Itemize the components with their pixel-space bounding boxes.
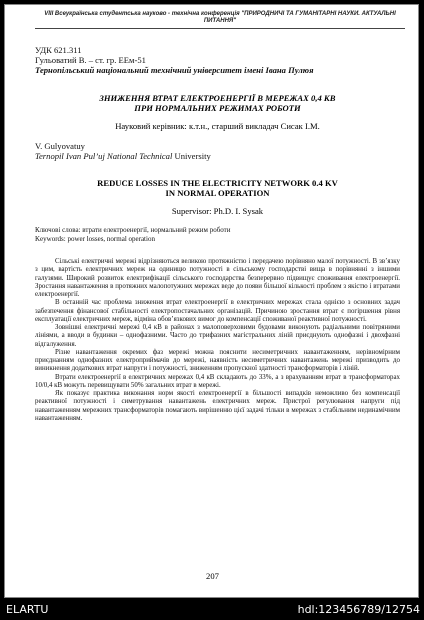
viewer-footer [0, 600, 424, 620]
body-text [35, 258, 400, 423]
paragraph: Як показує практика виконання норм якості електроенергії в більшості випадків неможливо без компенсації реактивної потужності і симетрування навантажень електричних мереж. Пристрої регулювання напруги під навантаженням мережних трансформаторів помагають вирішенню цієї задачі тільки в мережах з стабільним нединамічним навантаженням. [35, 390, 400, 422]
affiliation-en-italic: Ternopil Ivan Pul’uj National Technical [35, 151, 173, 161]
paragraph: Зовнішні електричні мережі 0,4 кВ в районах з малоповерховими будовами виконують радіальними повітряними лініями, а вводи в будинки – однофазними. Часто до трифазних магістральних ліній приєднують однофазні і двохфазні відгалуження. [35, 324, 400, 348]
keywords-ua: Ключові слова: втрати електроенергії, нормальний режим роботи [35, 226, 231, 234]
title-ua-line2: ПРИ НОРМАЛЬНИХ РЕЖИМАХ РОБОТИ [134, 103, 301, 113]
affiliation-en-plain: University [172, 151, 211, 161]
supervisor-en: Supervisor: Ph.D. I. Sysak [171, 206, 264, 216]
paper-page [4, 4, 419, 598]
page-number: 207 [206, 571, 219, 581]
author-en: V. Gulyovatuy [35, 141, 85, 151]
paragraph: Втрати електроенергії в електричних мережах 0,4 кВ складають до 33%, а з врахуванням втрат в трансформаторах 10/0,4 кВ можуть перевищувати 50% загальних втрат в мережі. [35, 373, 400, 389]
udc-code: УДК 621.311 [35, 45, 82, 55]
title-en-line2: IN NORMAL OPERATION [165, 188, 270, 198]
conference-header: VIII Всеукраїнська студентська науково - технічна конференція "ПРИРОДНИЧІ ТА ГУМАНІТАРНІ НАУКИ. АКТУАЛЬНІ ПИТАННЯ" [35, 11, 405, 29]
affiliation-ua: Тернопільський національний технічний університет імені Івана Пулюя [35, 65, 314, 75]
paragraph: Різне навантаження окремих фаз мережі можна пояснити несиметричних навантаженням, нерівномірним приєднанням однофазних електроприймачів до мережі, наявність несиметричних навантажень мережі призводить до виникнення додаткових втрат напруги і потужності, зниженням пропускної здатності трансформаторів і ліній. [35, 348, 400, 373]
paragraph: В останній час проблема зниження втрат електроенергії в електричних мережах стала однією з основних задач забезпечення фінансової стабільності електропостачальних організацій. Причиною зростання втрат є погіршення рівня експлуатації електричних мереж, відміна обов’язкових вимог до компенсації споживаної реактивної потужності. [35, 299, 400, 323]
keywords-en: Keywords: power losses, normal operation [35, 235, 155, 243]
author-ua: Гульоватий В. – ст. гр. ЕЕм-51 [35, 55, 146, 65]
title-en-line1: REDUCE LOSSES IN THE ELECTRICITY NETWORK 0.4 KV [97, 178, 338, 188]
supervisor-ua: Науковий керівник: к.т.н., старший викладач Сисак І.М. [115, 121, 320, 131]
repository-name: ELARTU [6, 603, 49, 616]
title-ua-line1: ЗНИЖЕННЯ ВТРАТ ЕЛЕКТРОЕНЕРГІЇ В МЕРЕЖАХ 0,4 КВ [99, 93, 336, 103]
affiliation-en [35, 151, 211, 161]
paragraph: Сільські електричні мережі відрізняються великою протяжністю і передачею порівняно малої потужності. В зв’язку з цим, вартість електричних мереж на одиницю потужності в сільському господарстві вища в порівнянні з іншими галузями. Широкий розвиток електрифікації сільського господарства безперервно підвищує споживання електроенергії. Зростання навантаження в протяжних малопотужних мережах веде до появи більшої кількості проблем з якістю і втратами електроенергії. [35, 258, 400, 298]
handle-id: hdl:123456789/12754 [297, 603, 420, 616]
